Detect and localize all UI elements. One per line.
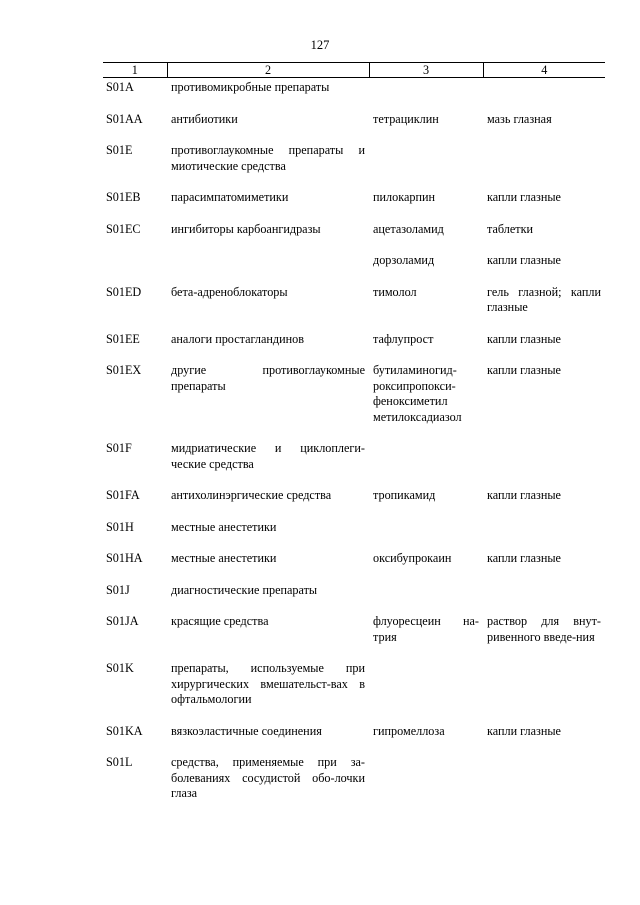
pharmacological-group-cell: противомикробные препараты — [171, 80, 330, 94]
pharmacological-group-cell: ингибиторы карбоангидразы — [171, 221, 321, 236]
active-substance-cell — [369, 78, 483, 110]
table-row — [103, 141, 605, 188]
active-substance-cell — [369, 581, 483, 613]
dosage-form-cell: капли глазные — [487, 190, 561, 204]
page-number: 127 — [310, 38, 330, 52]
table-row — [103, 659, 605, 722]
active-substance-cell: оксибупрокаин — [373, 551, 452, 565]
atc-code-cell: S01EC — [106, 221, 141, 236]
dosage-form-cell — [483, 78, 605, 110]
table-row — [103, 78, 605, 110]
pharmacological-group-cell: аналоги простагландинов — [171, 331, 304, 346]
active-substance-cell: дорзоламид — [373, 253, 435, 267]
active-substance-cell: тимолол — [373, 284, 417, 299]
table-body — [103, 78, 605, 816]
active-substance-cell — [369, 439, 483, 486]
pharmacological-group-cell: препараты, используемые при хирургических вмешательст-вах в офтальмологии — [171, 661, 365, 706]
active-substance-cell — [369, 753, 483, 816]
atc-code-cell: S01KA — [106, 723, 143, 738]
column-header-3: 3 — [369, 63, 483, 78]
atc-code-cell: S01E — [106, 143, 133, 157]
table-row — [103, 361, 605, 439]
dosage-form-cell — [483, 141, 605, 188]
dosage-form-cell — [483, 518, 605, 550]
table-header-row — [103, 63, 605, 78]
active-substance-cell — [369, 141, 483, 188]
atc-code-cell: S01AA — [106, 111, 143, 126]
table-row — [103, 330, 605, 362]
pharmacological-group-cell: вязкоэластичные соединения — [171, 723, 322, 738]
active-substance-cell: пилокарпин — [373, 190, 436, 204]
atc-code-cell: S01K — [106, 661, 134, 675]
table-row — [103, 612, 605, 659]
active-substance-cell — [369, 659, 483, 722]
dosage-form-cell: мазь глазная — [487, 111, 552, 126]
atc-code-cell: S01EX — [106, 363, 142, 377]
atc-code-cell: S01ED — [106, 284, 142, 299]
pharmacological-group-cell: противоглаукомные препараты и миотические средства — [171, 143, 365, 173]
table-row — [103, 110, 605, 142]
atc-code-cell: S01FA — [106, 488, 140, 502]
dosage-form-cell: капли глазные — [487, 488, 561, 502]
active-substance-cell: тропикамид — [373, 488, 436, 502]
dosage-form-cell — [483, 439, 605, 486]
pharmacological-group-cell: местные анестетики — [171, 551, 277, 565]
column-header-1: 1 — [103, 63, 167, 78]
table-row — [103, 753, 605, 816]
pharmacological-group-cell: антихолинэргические средства — [171, 488, 332, 502]
atc-code-cell: S01HA — [106, 551, 143, 565]
active-substance-cell: тетрациклин — [373, 111, 439, 126]
pharmacological-group-cell: бета-адреноблокаторы — [171, 284, 288, 299]
pharmacological-group-cell: мидриатические и циклоплеги-ческие средства — [171, 441, 365, 471]
active-substance-cell: бутиламиногид-роксипропокси-феноксиметил метилоксадиазол — [373, 363, 462, 424]
dosage-form-cell: раствор для внут-ривенного введе-ния — [487, 614, 601, 644]
dosage-form-cell: капли глазные — [487, 331, 561, 346]
dosage-form-cell: таблетки — [487, 221, 534, 236]
atc-code-cell: S01F — [106, 441, 132, 455]
dosage-form-cell — [483, 753, 605, 816]
atc-code-cell: S01EB — [106, 190, 141, 204]
column-header-2: 2 — [167, 63, 369, 78]
dosage-form-cell: гель глазной; капли глазные — [487, 284, 601, 314]
table-row — [103, 518, 605, 550]
table-row — [103, 220, 605, 252]
dosage-form-cell — [483, 581, 605, 613]
dosage-form-cell: капли глазные — [487, 253, 561, 267]
pharmacological-group-cell: парасимпатомиметики — [171, 190, 289, 204]
pharmacological-group-cell: красящие средства — [171, 614, 269, 628]
table-row — [103, 581, 605, 613]
active-substance-cell: тафлупрост — [373, 331, 434, 346]
table-row — [103, 722, 605, 754]
dosage-form-cell — [483, 659, 605, 722]
active-substance-cell: ацетазоламид — [373, 221, 444, 236]
atc-code-cell — [103, 251, 167, 283]
drug-classification-table — [103, 62, 605, 816]
dosage-form-cell: капли глазные — [487, 551, 561, 565]
atc-code-cell: S01JA — [106, 614, 139, 628]
dosage-form-cell: капли глазные — [487, 363, 561, 377]
atc-code-cell: S01L — [106, 755, 133, 769]
active-substance-cell — [369, 518, 483, 550]
table-row — [103, 188, 605, 220]
active-substance-cell: гипромеллоза — [373, 723, 445, 738]
table-row — [103, 251, 605, 283]
atc-code-cell: S01H — [106, 519, 134, 534]
pharmacological-group-cell: диагностические препараты — [171, 582, 318, 597]
atc-code-cell: S01A — [106, 80, 134, 94]
dosage-form-cell: капли глазные — [487, 723, 561, 738]
atc-code-cell: S01J — [106, 582, 130, 597]
atc-code-cell: S01EE — [106, 331, 140, 346]
pharmacological-group-cell: местные анестетики — [171, 519, 277, 534]
table-row — [103, 439, 605, 486]
active-substance-cell: флуоресцеин на-трия — [373, 614, 479, 644]
pharmacological-group-cell — [167, 251, 369, 283]
table-row — [103, 486, 605, 518]
pharmacological-group-cell: другие противоглаукомные препараты — [171, 363, 365, 393]
table-row — [103, 283, 605, 330]
pharmacological-group-cell: средства, применяемые при за-болеваниях сосудистой обо-лочки глаза — [171, 755, 365, 800]
table-row — [103, 549, 605, 581]
pharmacological-group-cell: антибиотики — [171, 111, 238, 126]
column-header-4: 4 — [483, 63, 605, 78]
